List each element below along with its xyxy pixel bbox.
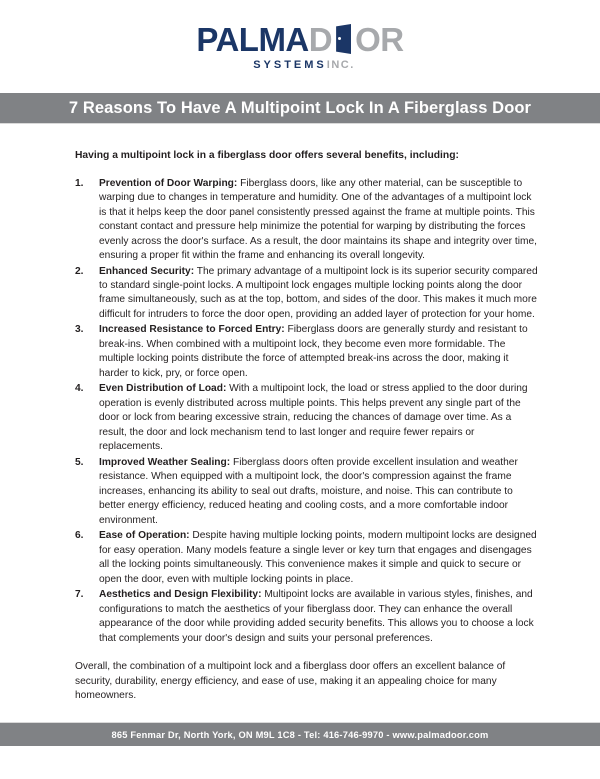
reason-text: Multipoint locks are available in various styles, finishes, and configurations to match the aesthetics of your fiberglass door. They can enhance the overall appearance of the door while providing added security benefits. This allows you to choose a lock that complements your door's design and suits your personal preferences.	[99, 589, 534, 644]
reason-heading: Increased Resistance to Forced Entry:	[99, 324, 285, 336]
intro-paragraph: Having a multipoint lock in a fiberglass door offers several benefits, including:	[75, 150, 459, 161]
logo-text-palma: PALMA	[196, 20, 309, 58]
reason-number: 1.	[75, 177, 84, 189]
document-header	[0, 0, 600, 93]
logo-tagline	[245, 60, 355, 71]
reason-text: Despite having multiple locking points, modern multipoint locks are designed for easy operation. Many models feature a single lever or key turn that engages and disengages all the locking points simultaneously. This convenience makes it simple and quick to secure or open the door, even with multiple locking points in place.	[99, 530, 537, 585]
reason-number: 6.	[75, 530, 84, 542]
reason-text: Fiberglass doors are generally sturdy and resistant to break-ins. When combined with a multipoint lock, they become even more formidable. The multiple locking points distribute the force of attempted break-ins across the door, making it harder to kick, pry, or force open.	[99, 324, 528, 379]
reason-number: 4.	[75, 383, 84, 395]
document-body	[0, 123, 600, 704]
logo-wordmark	[196, 20, 404, 58]
logo-text-systems: SYSTEMS	[253, 58, 327, 71]
logo-text-d: D	[308, 20, 333, 58]
reason-number: 2.	[75, 265, 84, 277]
reason-item	[75, 177, 538, 264]
door-icon	[333, 24, 354, 54]
reasons-list	[75, 177, 538, 647]
palmadoor-logo	[196, 20, 404, 71]
reason-text: With a multipoint lock, the load or stress applied to the door during operation is evenly distributed across multiple points. This helps prevent any single part of the door or lock from bearing excessive strain, reducing the chances of damage over time. As a result, the door and lock mechanism tend to last longer and require fewer repairs or replacements.	[99, 383, 528, 453]
reason-item	[75, 265, 538, 323]
reason-number: 5.	[75, 456, 84, 468]
footer-contact-text: 865 Fenmar Dr, North York, ON M9L 1C8 - Tel: 416-746-9970 - www.palmadoor.com	[111, 729, 489, 740]
logo-text-inc: INC.	[326, 58, 355, 71]
reason-item	[75, 323, 538, 381]
reason-text: The primary advantage of a multipoint lock is its superior security compared to standard single-point locks. A multipoint lock engages multiple locking points along the door frame simultaneously, such as at the top, bottom, and sides of the door. This makes it much more difficult for intruders to force the door open, providing an added layer of protection for your home.	[99, 265, 538, 320]
reason-item	[75, 456, 538, 528]
reason-text: Fiberglass doors often provide excellent insulation and weather resistance. When equipped with a multipoint lock, the door's compression against the frame increases, enhancing its ability to seal out drafts, moisture, and noise. This can contribute to better energy efficiency, reduced heating and cooling costs, and a more comfortable indoor environment.	[99, 456, 518, 526]
reason-text: Fiberglass doors, like any other material, can be susceptible to warping due to changes in temperature and humidity. One of the advantages of a multipoint lock is that it helps keep the door panel consistently pressed against the frame at multiple points. This constant contact and pressure help minimize the potential for warping by distributing the forces evenly across the door's surface. As a result, the door maintains its shape and integrity over time, ensuring a proper fit within the frame and enhancing its overall longevity.	[99, 177, 537, 262]
reason-item	[75, 529, 538, 587]
reason-heading: Improved Weather Sealing:	[99, 456, 231, 468]
reason-heading: Even Distribution of Load:	[99, 383, 227, 395]
reason-item	[75, 382, 538, 454]
reason-heading: Prevention of Door Warping:	[99, 177, 238, 189]
page-footer-bar	[0, 723, 600, 746]
page-title: 7 Reasons To Have A Multipoint Lock In A Fiberglass Door	[68, 98, 532, 117]
reason-heading: Ease of Operation:	[99, 530, 190, 542]
page-title-bar	[0, 93, 600, 123]
reason-item	[75, 588, 538, 646]
reason-number: 3.	[75, 324, 84, 336]
outro-paragraph: Overall, the combination of a multipoint lock and a fiberglass door offers an excellent balance of security, durability, energy efficiency, and ease of use, making it an appealing choice for many homeowners.	[75, 661, 506, 702]
reason-number: 7.	[75, 589, 84, 601]
reason-heading: Aesthetics and Design Flexibility:	[99, 589, 262, 601]
logo-text-or: OR	[355, 20, 404, 58]
reason-heading: Enhanced Security:	[99, 265, 195, 277]
